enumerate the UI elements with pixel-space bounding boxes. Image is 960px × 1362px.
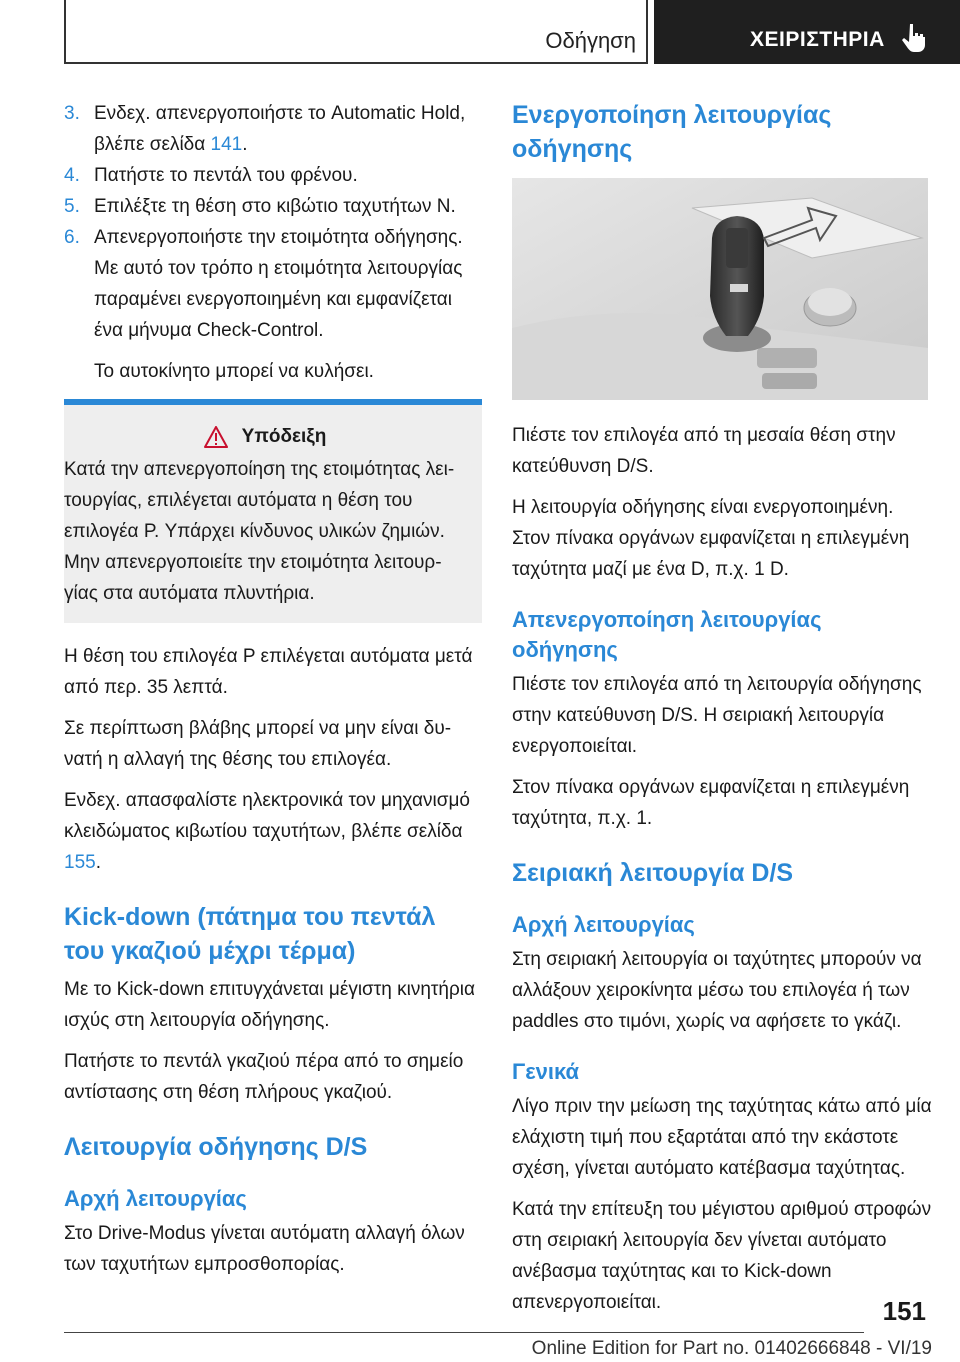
paragraph: Με το Kick-down επιτυγχάνεται μέγιστη κινητήρια ισχύς στη λειτουργία οδήγησης. [64,979,476,1031]
notice-body: Κατά την απενεργοποίηση της ετοιμότητας λειτουργίας, επιλέγεται αυτόματα η θέση του επιλογέα P. Υπάρχει κίνδυνος υλικών ζημιών. Μην απενεργοποιείτε την ετοιμότητα λειτουργίας στα αυτόματα πλυντήρια. [64,459,455,604]
list-item [64,222,482,253]
step-text: Απενεργοποιήστε την ετοιμότητα οδήγησης. [94,227,463,248]
paragraph: Σε περίπτωση βλάβης μπορεί να μην είναι δυνατή η αλλαγή της θέσης του επιλογέα. [64,718,452,770]
step-text: Πατήστε το πεντάλ του φρένου. [94,165,358,186]
paragraph: Στον πίνακα οργάνων εμφανίζεται η επιλεγμένη ταχύτητα, π.χ. 1. [512,777,910,829]
step-number: 6. [64,227,80,248]
list-item [64,191,482,222]
heading-deactivate: Απενεργοποίηση λειτουργίας οδήγησης [512,607,822,662]
heading-serial-mode: Σειριακή λειτουργία D/S [512,859,794,887]
notice-title: Υπόδειξη [241,426,327,447]
paragraph: Κατά την επίτευξη του μέγιστου αριθμού στροφών στη σειριακή λειτουργία δεν γίνεται αυτόματο ανέβασμα ταχύτητας και το Kick-down απενεργοποιείται. [512,1199,932,1313]
paragraph: Ενδεχ. απασφαλίστε ηλεκτρονικά τον μηχανισμό κλειδώματος κιβωτίου ταχυτήτων, βλέπε σελίδα 155. [64,790,470,873]
right-column [512,98,932,1328]
left-column [64,98,482,1290]
page-link-155[interactable]: 155 [64,852,96,873]
page-link-141[interactable]: 141 [210,134,243,155]
header-section-tab [64,0,648,64]
step-number: 3. [64,103,80,124]
paragraph: Στο Drive-Modus γίνεται αυτόματη αλλαγή όλων των ταχυτήτων εμπροσθοπορίας. [64,1223,465,1275]
paragraph: Λίγο πριν την μείωση της ταχύτητας κάτω από μία ελάχιστη τιμή που εξαρτάται από την εκάστοτε σχέση, γίνεται αυτόματο κατέβασμα ταχύτητας. [512,1096,932,1179]
heading-general: Γενικά [512,1059,580,1084]
warning-triangle-icon [204,426,228,448]
paragraph: Στη σειριακή λειτουργία οι ταχύτητες μπορούν να αλλάξουν χειροκίνητα μέσω του επιλογέα ή των paddles στο τιμόνι, χωρίς να αφήσετε το γκάζι. [512,949,922,1032]
notice-box [64,399,482,623]
list-item [64,160,482,191]
paragraph: Πατήστε το πεντάλ γκαζιού πέρα από το σημείο αντίστασης στη θέση πλήρους γκαζιού. [64,1051,464,1103]
header-chapter-title: ΧΕΙΡΙΣΤΗΡΙΑ [750,28,885,51]
header-chapter-tab [654,0,960,64]
heading-drive-mode: Λειτουργία οδήγησης D/S [64,1133,368,1161]
list-item: 3. Ενδεχ. απενεργοποιήστε το Automatic Hold, βλέπε σελίδα 141. [64,98,482,160]
header-section-title: Οδήγηση [545,28,636,53]
heading-activate: Ενεργοποίηση λειτουργίας οδήγησης [512,101,832,163]
step-text: Επιλέξτε τη θέση στο κιβώτιο ταχυτήτων N. [94,196,456,217]
paragraph: Πιέστε τον επιλογέα από τη μεσαία θέση στην κατεύθυνση D/S. [512,425,896,477]
step-number: 5. [64,196,80,217]
paragraph: Η θέση του επιλογέα P επιλέγεται αυτόματα μετά από περ. 35 λεπτά. [64,646,473,698]
paragraph: Η λειτουργία οδήγησης είναι ενεργοποιημένη. Στον πίνακα οργάνων εμφανίζεται η επιλεγμένη ταχύτητα μαζί με ένα D, π.χ. 1 D. [512,497,910,580]
step-note: Το αυτοκίνητο μπορεί να κυλήσει. [94,361,374,382]
hand-pointer-icon [902,22,928,52]
paragraph: Πιέστε τον επιλογέα από τη λειτουργία οδήγησης στην κατεύθυνση D/S. Η σειριακή λειτουργία ενεργοποιείται. [512,674,922,757]
gear-selector-photo [512,178,928,400]
heading-kick-down: Kick-down (πάτημα του πεντάλ του γκαζιού μέχρι τέρμα) [64,903,436,965]
footer-divider [64,1332,864,1333]
heading-principle: Αρχή λειτουργίας [64,1186,247,1211]
page-number: 151 [882,1296,926,1326]
step-number: 4. [64,165,80,186]
step-note: Με αυτό τον τρόπο η ετοιμότητα λειτουργίας παραμένει ενεργοποιημένη και εμφανίζεται ένα μήνυμα Check-Control. [94,258,463,341]
footer-edition: Online Edition for Part no. 01402666848 - VI/19 [531,1338,932,1359]
heading-principle: Αρχή λειτουργίας [512,912,695,937]
